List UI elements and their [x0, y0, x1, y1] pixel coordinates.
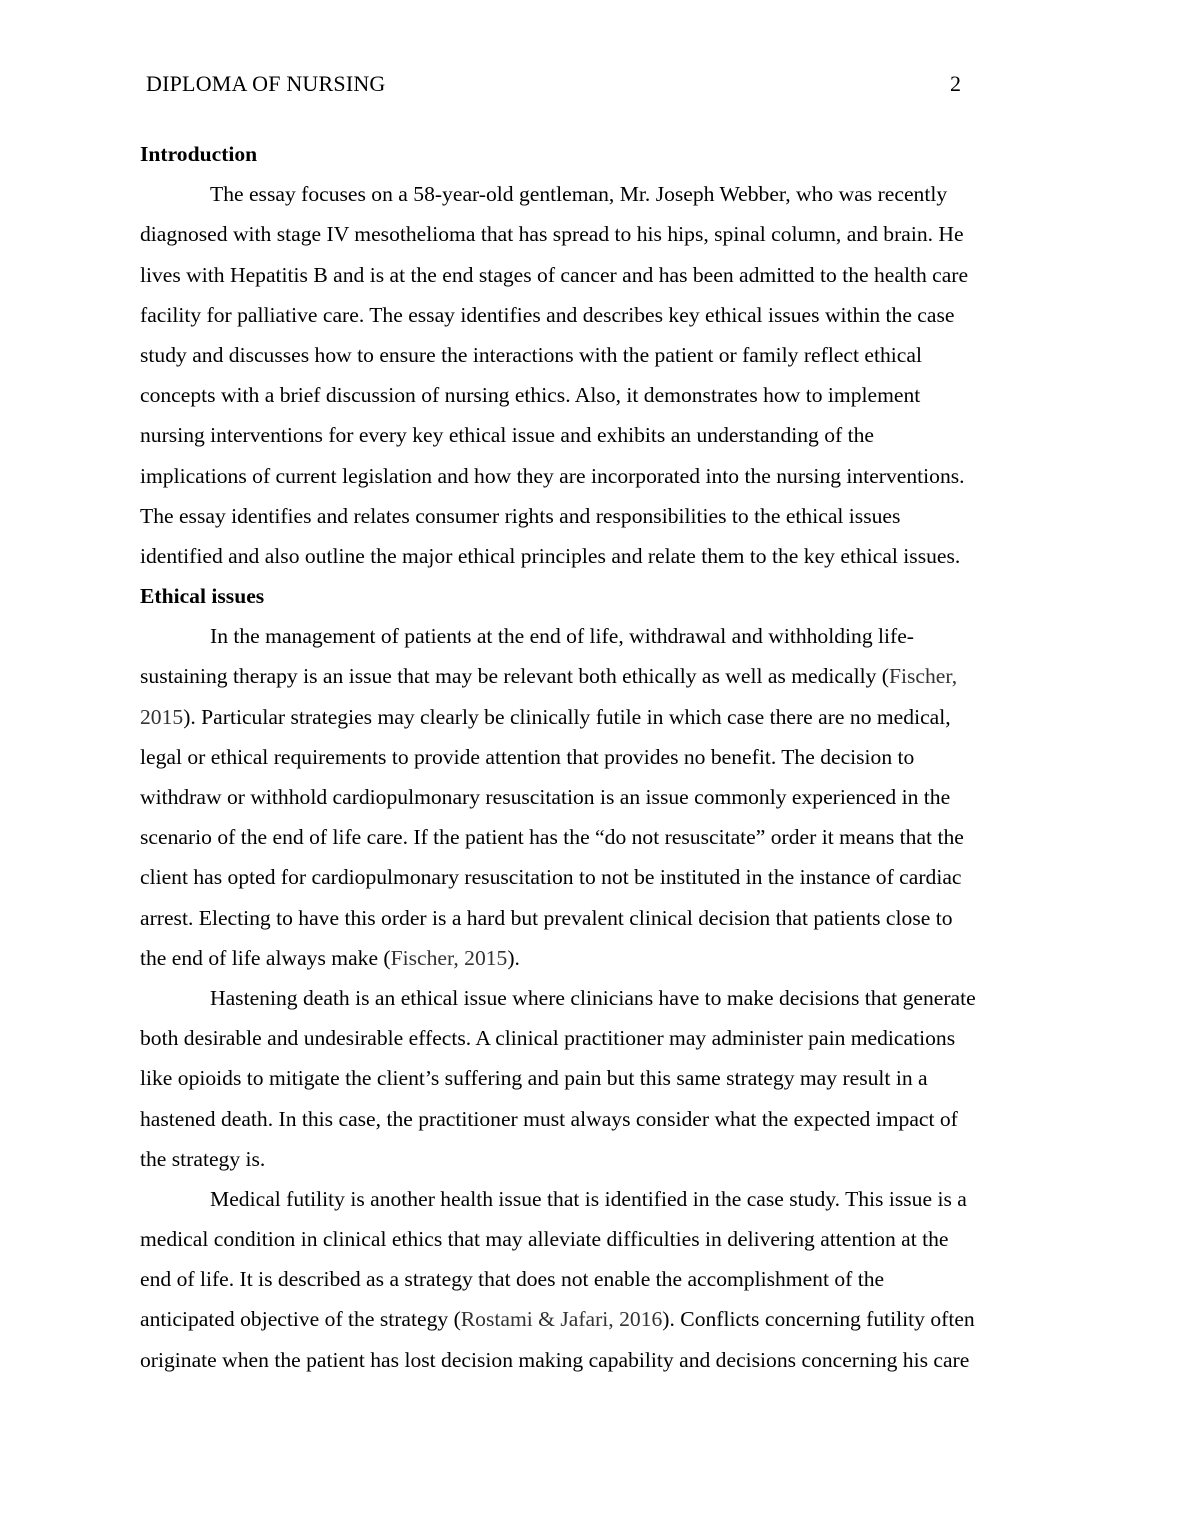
page-number: 2 — [950, 71, 961, 96]
citation: Fischer, 2015 — [390, 945, 508, 970]
section-heading-introduction: Introduction — [140, 142, 258, 166]
text-line: originate when the patient has lost decision making capability and decisions concerning his care — [140, 1347, 970, 1372]
text-line: The essay identifies and relates consumer rights and responsibilities to the ethical issues — [140, 503, 901, 528]
text-span: ). — [507, 945, 520, 970]
citation: 2015 — [140, 704, 184, 729]
text-line: the strategy is. — [140, 1146, 266, 1171]
text-line: like opioids to mitigate the client’s suffering and pain but this same strategy may result in a — [140, 1066, 928, 1091]
citation: Rostami & Jafari, 2016 — [460, 1307, 663, 1332]
text-line: both desirable and undesirable effects. A clinical practitioner may administer pain medications — [140, 1026, 956, 1051]
text-line: lives with Hepatitis B and is at the end stages of cancer and has been admitted to the health care — [140, 262, 969, 287]
text-span: the end of life always make ( — [140, 945, 391, 970]
citation: Fischer, — [888, 664, 958, 689]
text-span: sustaining therapy is an issue that may be relevant both ethically as well as medically ( — [140, 664, 889, 689]
text-line: legal or ethical requirements to provide attention that provides no benefit. The decision to — [140, 744, 915, 769]
text-line: end of life. It is described as a strategy that does not enable the accomplishment of the — [140, 1267, 885, 1292]
text-line: implications of current legislation and how they are incorporated into the nursing interventions. — [140, 463, 965, 488]
text-line — [140, 1299, 1050, 1339]
text-line: study and discusses how to ensure the interactions with the patient or family reflect ethical — [140, 342, 922, 367]
text-line: In the management of patients at the end of life, withdrawal and withholding life- — [210, 624, 914, 649]
text-line: hastened death. In this case, the practitioner must always consider what the expected impact of — [140, 1106, 958, 1131]
text-line: withdraw or withhold cardiopulmonary resuscitation is an issue commonly experienced in the — [140, 785, 951, 809]
text-span: ). Conflicts concerning futility often — [662, 1307, 975, 1332]
running-head: DIPLOMA OF NURSING — [146, 71, 386, 96]
text-span: ). Particular strategies may clearly be clinically futile in which case there are no medical, — [183, 704, 951, 729]
paragraph-withdrawal-therapy — [140, 616, 1050, 978]
text-line — [140, 938, 1050, 978]
text-line — [140, 656, 1050, 696]
text-line: diagnosed with stage IV mesothelioma that has spread to his hips, spinal column, and brain. He — [140, 222, 964, 247]
paragraph-hastening-death — [140, 978, 1050, 1179]
text-line: nursing interventions for every key ethical issue and exhibits an understanding of the — [140, 423, 874, 448]
text-line: arrest. Electing to have this order is a hard but prevalent clinical decision that patients close to — [140, 905, 953, 930]
section-heading-ethical-issues: Ethical issues — [140, 584, 265, 609]
paragraph-medical-futility — [140, 1179, 1050, 1380]
text-line: Medical futility is another health issue that is identified in the case study. This issue is a — [210, 1186, 967, 1211]
text-line: concepts with a brief discussion of nursing ethics. Also, it demonstrates how to implement — [140, 383, 921, 408]
text-line: scenario of the end of life care. If the patient has the “do not resuscitate” order it means that the — [140, 825, 964, 850]
paragraph-introduction — [140, 174, 1050, 576]
text-line — [140, 697, 1050, 737]
text-span: anticipated objective of the strategy ( — [140, 1307, 461, 1332]
text-line: facility for palliative care. The essay identifies and describes key ethical issues within the case — [140, 302, 955, 327]
text-line: Hastening death is an ethical issue where clinicians have to make decisions that generate — [210, 985, 976, 1010]
text-line: medical condition in clinical ethics that may alleviate difficulties in delivering attention at the — [140, 1227, 949, 1252]
text-line: The essay focuses on a 58-year-old gentleman, Mr. Joseph Webber, who was recently — [210, 182, 948, 207]
document-body — [140, 134, 1050, 1380]
text-line: client has opted for cardiopulmonary resuscitation to not be instituted in the instance of cardiac — [140, 865, 962, 890]
text-line: identified and also outline the major ethical principles and relate them to the key ethical issues. — [140, 543, 961, 568]
